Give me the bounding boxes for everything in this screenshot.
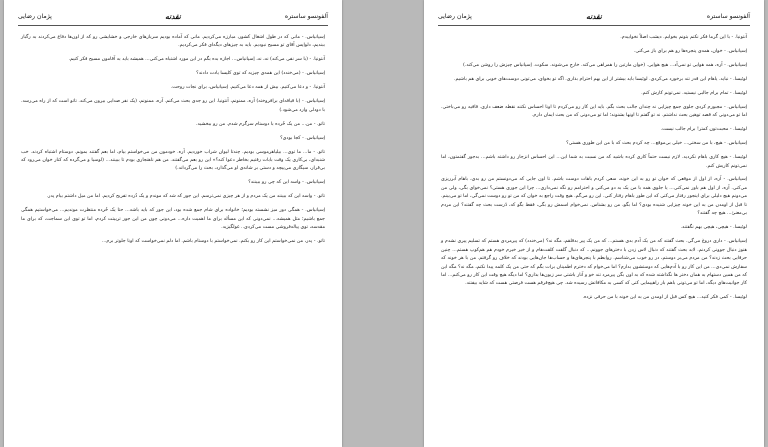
page-header bbox=[438, 13, 750, 26]
page-body bbox=[441, 34, 747, 443]
paragraph: اِسپانیاس. - آره، از اول از موقعی که خوان تو رو به این خونه، سعی کردم باهات دوست باشم. تا اون جایی که می‌دونستم من رو بدی، باهام آبرریزی می‌کنی. آره، از اول هم باور نمی‌کنی... یا جلوی همه با من یک به دو می‌کنی و احترامم رو نگه نمی‌داری... چرا این جوری هستی؟ نمی‌خوای بگی، ولی من می‌دونم هیچ دلیلی برای اینجور رفتار می‌کنی که این طور باهام رفتار کنی. این رو می‌گم. هیچ وقت راجع به خوان که من تو رو دوست نمی‌گی، اما تو می‌بینم. تا قبل از اومدن من به این خونه چیزایی شنیده بودی؟ اما بگو، من رو بشناس. نمی‌خوام اسمش رو بگی، فقط بگو که، دُرست بحث چه گفتند؟ این مردم بی‌معنیٔ... هیچ چه گفتند؟ bbox=[441, 177, 747, 217]
paragraph: لوئیسا. - کمی فکر کنید... هیچ کس قبل از اومدن من به این خونه با من حرفی نزده. bbox=[582, 295, 747, 301]
paragraph: اِسپانیاس. - واسه این که چی رو ببینند؟ bbox=[248, 180, 325, 186]
paragraph: آنتونیا. - (با سر نفی می‌کند) نه، نه، اِسپانیاس... اجازه بده بگم در این مورد اشتباه می‌کنی... همیشه باید به آقامون مسیح فکر کنیم. bbox=[68, 57, 325, 63]
header-author: آلفونسو ساستره bbox=[706, 13, 750, 20]
header-author: آلفونسو ساستره bbox=[284, 13, 328, 20]
paragraph: تاتو. - من... من یک خُرده با دوستام سرگرم شدم. من رو ببخشید. bbox=[195, 121, 325, 127]
paragraph: اِسپانیاس. - کجا بودی؟ bbox=[280, 135, 325, 141]
paragraph: لوئیسا. - تمام برام جالبی نیستید. نمی‌تونم کارش کنم. bbox=[641, 90, 747, 96]
paragraph: اِسپانیاس. - (با قیافه‌ای برافروخته) آره، ممنونم، آنتونیا. این رو جدی بحث می‌کنم. آره، ممنونم، (یک نفر صدایی بیرون می‌کند. تاتو است که از راه می‌رسد. با دودلی وارد می‌شود.) bbox=[21, 99, 325, 113]
paragraph: اِسپانیاس. - داری دروغ می‌گی. بحث گفتند که من یک آدم بدی هستم... که من یک پیر بدقلقم، مگه نه؟ (می‌خندد) که پیرمردی هستم که تسلیم پیری نشدم و هنوز دنبال جوونی کردنم. لابد بحث گفتند که دنبال لاس زدن با دخترهای جوونم... که دنبال گلفت کلفت‌هام و از خیر خیرم خودم هم هم‌کوپ هستم... چنین حرفایی بحث زدند؟ من مردم می‌بر دوستم، در رو خوب می‌شناسم. روابطم با پنجرهای‌ها و حساب‌ها جان‌هایی بودند که خلاف رو گرفتم. من با هر خونه که سفارش نمی‌دی... من این کار رو با آدم‌هایی که دوستشون بدارم؟ اما می‌خوام که دخترم اطمینان برات بگم که حتی من یک کلمه پیدا نکنم، مگه نه؟ مگه این که من همین دستهام به همان دختر ‌ها نگذاشته شده که به اون بگن پیرمرد تند خو و آنار باشتی سر زبون‌ها بذاری؟ اما دیگه هیچ وقت این کار رو می‌کنم... اما کار جوانیت‌های دیگه، اما تو می‌تونی باهم بار راهپیمایی کنی که کسی به مکافاتش رسیده شد. چی هیچ‌فرقم هست فرصتی هست که شاید بیفتند. bbox=[441, 239, 747, 287]
paragraph: آنتونیا. - با این گرما فکر نکنم بتونم بخوابم. دیشب اصلاً نخوابیدم. bbox=[620, 35, 747, 40]
paragraph: اِسپانیاس. - مجبورم کردی جلوی جمع چیزایی نه چندان جالب بحث بگم. باید این کار رو می‌کردم تا اونا احساس نکنند نقطه ضعف داری. قافیه رو می‌باختی. اما تو می‌دونی که قصد توهین بحث نداشتم. نه تو گفتم تا اونها بشنوند؛ اما تو می‌دونی که من بحث ایمان دارم. bbox=[441, 104, 747, 119]
header-magazine-logo: نقدنه bbox=[586, 12, 602, 21]
paragraph: لوئیسا. - نباید. یاهام این قدر تند برخورد می‌کردی. لوئیسا باید بیشتر از این بهم احترام بذاری. اگه تو بخوای، می‌تونی دوست‌های خوبی برای هم باشیم. bbox=[453, 76, 747, 82]
paragraph: لوئیسا. - محبت‌تون کمتر! برام جالب نیست. bbox=[660, 127, 747, 133]
paragraph: تاتو. - ما... ما توی... بیلیاهرموسی بودیم. چندتا لیوان شراب خوردیم. آره. خودمون من می‌خواستم بیام، اما بعم گفتند بمونم. دوستام اشتباه کردند. خب شنبه‌ای، بی‌کاری یک وقت بابات رفتیم بخاطر دعوا کنه؟» این رو بعم می‌گفتند. من هم ناهنجاری بودم تا ببینند... (لوسیا و می‌گرده که کنار خوان می‌رود که بی‌قرار، سیگاری می‌پیچد و دستی بر شانه‌ی او می‌گذارد، بحث را می‌گرداند.) bbox=[21, 149, 325, 172]
paragraph: اِسپانیاس. - خوان، همه‌ی پنجره‌ها رو هم برای باز می‌کنی. bbox=[633, 48, 747, 54]
paragraph: لوئیسا. - هیچ کاری باهام نکردید. لازم نیست حتماً کاری کرده باشید که من نسبت به شما این... این احساس انزجار رو داشته باشم... بدجور گفتمتون، اما نمی‌تونم کاریش کنم. bbox=[441, 155, 747, 169]
paragraph: آنتونیا. - و دعا می‌کنیم. بیش از همه دعا می‌کنیم. اِسپانیاس، برای نجات روحت. bbox=[170, 85, 325, 91]
document-page-right bbox=[424, 0, 764, 447]
paragraph: اِسپانیاس. - (می‌خندد) این همه‌ی چیزیه که توی کلیسا یادت دادند؟ bbox=[196, 71, 325, 77]
paragraph: تاتو. - پدر، من نمی‌خواستم این کار رو بکنم. نمی‌خواستم با دوستام باشم. اما دلم نمی‌خواست که اونا جلوتر برم... bbox=[101, 239, 325, 245]
paragraph: اِسپانیاس. - مانی که در طول اشغال کشور، مبارزه می‌کردیم. مانی که آماده بودیم سربازهای خارجی و خشایشی رو که از اون‌ها دفاع می‌کردند به رگبار ببندیم، دلواپس آقای تو مسیح نبودیم. باید به چیزهای دیگه‌ای فکر می‌کردیم. bbox=[21, 35, 325, 49]
header-translator: پژمان رضایی bbox=[438, 13, 472, 20]
paragraph: تاتو. - واسه این که ببینند من یک مردم و از هر چیزی نمی‌ترسم. این جور که شد که موندم و یک ذُرده تفریح کردیم. اما من میل داشتم بیام پدر. bbox=[46, 194, 325, 200]
paragraph: اِسپانیاس. - آره، همه هوایی تو نمی‌آد... هیچ هوایی. (خوان مارتین را همراهی می‌کند. خارج می‌شوند. سکوت. اِسپانیاس چیزش را روشن می‌کند.) bbox=[463, 62, 747, 68]
page-header bbox=[18, 13, 328, 26]
header-translator: پژمان رضایی bbox=[18, 13, 52, 20]
paragraph: اِسپانیاس. - همگی دور میز نشسته بودیم؛ خانواده برای شام جمع شده بود، این جور که باید باشه... حتا یک خُرده منتظرت موندیم... می‌خواستیم همگی جمع باشیم؛ مثل همیشه... نمی‌دونی که این مسأله برای ما اهمیت داره... می‌دونی چون من این جور تربیتت کردم، اما تو توی این سماجت، که برای ما مقدسه، توی پیاله‌فروشی مست می‌کردی.. غولگیزید. bbox=[21, 208, 325, 231]
paragraph: لوئیسا. - هیچی، هیچی بهم نگفتند. bbox=[680, 225, 747, 231]
header-magazine-logo: نقدنه bbox=[165, 12, 181, 21]
paragraph: اِسپانیاس. - هیچ، با من سختی... خیلی بی‌موقع... چه کردم بحث که با من این طوری هستی؟ bbox=[566, 141, 747, 147]
document-page-left bbox=[4, 0, 342, 447]
page-body bbox=[21, 34, 325, 443]
